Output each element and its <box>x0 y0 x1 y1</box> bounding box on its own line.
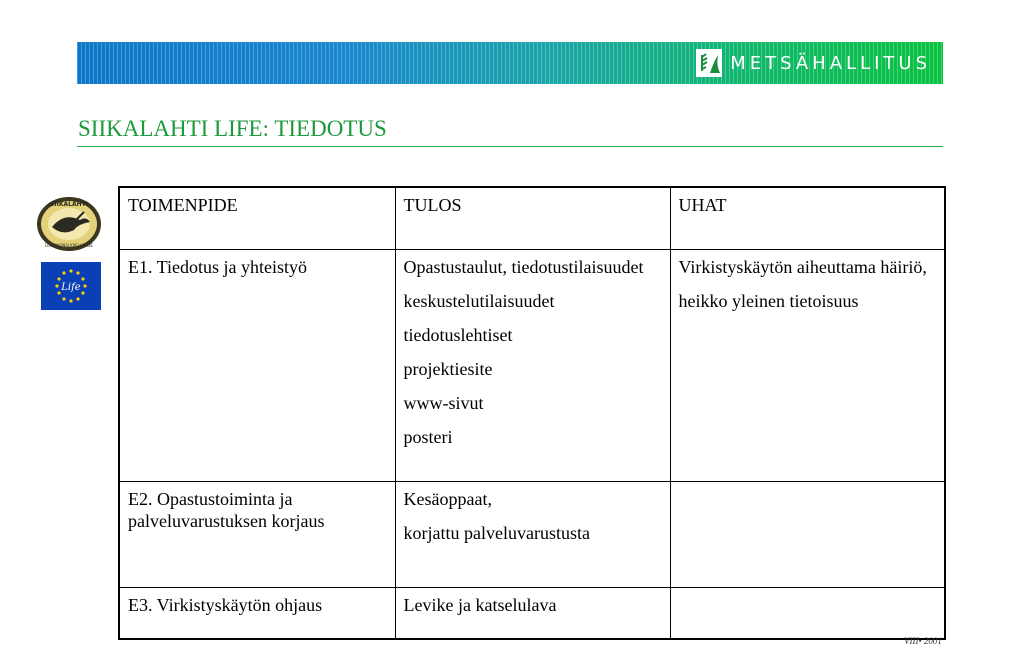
actions-table <box>118 186 946 640</box>
header-cell-toimenpide: TOIMENPIDE <box>119 187 395 249</box>
results-cell <box>395 481 670 587</box>
action-cell <box>119 587 395 639</box>
seal-text-top: SIIKALAHTI <box>50 201 88 208</box>
table-row <box>119 249 945 481</box>
action-text: E3. Virkistyskäytön ohjaus <box>128 594 323 615</box>
result-item: projektiesite <box>403 358 493 379</box>
seal-text-bottom: LUONNONSUOJELUALUE <box>45 243 93 248</box>
table-row <box>119 587 945 639</box>
siikalahti-seal-logo <box>34 194 104 254</box>
action-text: E2. Opastustoiminta ja palveluvarustuksen korjaus <box>128 488 325 531</box>
result-item: posteri <box>403 426 453 447</box>
table-header-row <box>119 187 945 249</box>
table-row <box>119 481 945 587</box>
result-item: Opastustaulut, tiedotustilaisuudet <box>403 256 644 277</box>
footer-date: VIII• 2001 <box>904 636 942 646</box>
brand-name: METSÄHALLITUS <box>730 52 931 74</box>
result-item: korjattu palveluvarustusta <box>403 522 590 543</box>
threats-cell <box>670 249 945 481</box>
page-title: SIIKALAHTI LIFE: TIEDOTUS <box>78 116 387 141</box>
threats-cell <box>670 481 945 587</box>
header-cell-tulos: TULOS <box>395 187 670 249</box>
title-divider <box>77 146 943 147</box>
result-item: www-sivut <box>403 392 484 413</box>
result-item: Levike ja katselulava <box>403 594 557 615</box>
threat-item: heikko yleinen tietoisuus <box>678 290 859 311</box>
header-banner <box>77 42 943 84</box>
result-item: tiedotuslehtiset <box>403 324 513 345</box>
eu-life-text: Life <box>61 282 81 293</box>
threats-cell <box>670 587 945 639</box>
threat-item: Virkistyskäytön aiheuttama häiriö, <box>678 256 927 277</box>
result-item: Kesäoppaat, <box>403 488 492 509</box>
results-cell <box>395 249 670 481</box>
brand <box>696 48 931 78</box>
eu-life-logo <box>41 262 101 310</box>
header-cell-uhat: UHAT <box>670 187 945 249</box>
action-cell <box>119 249 395 481</box>
action-text: E1. Tiedotus ja yhteistyö <box>128 256 308 277</box>
action-cell <box>119 481 395 587</box>
metsahallitus-tree-logo-icon <box>696 49 722 77</box>
result-item: keskustelutilaisuudet <box>403 290 555 311</box>
results-cell <box>395 587 670 639</box>
